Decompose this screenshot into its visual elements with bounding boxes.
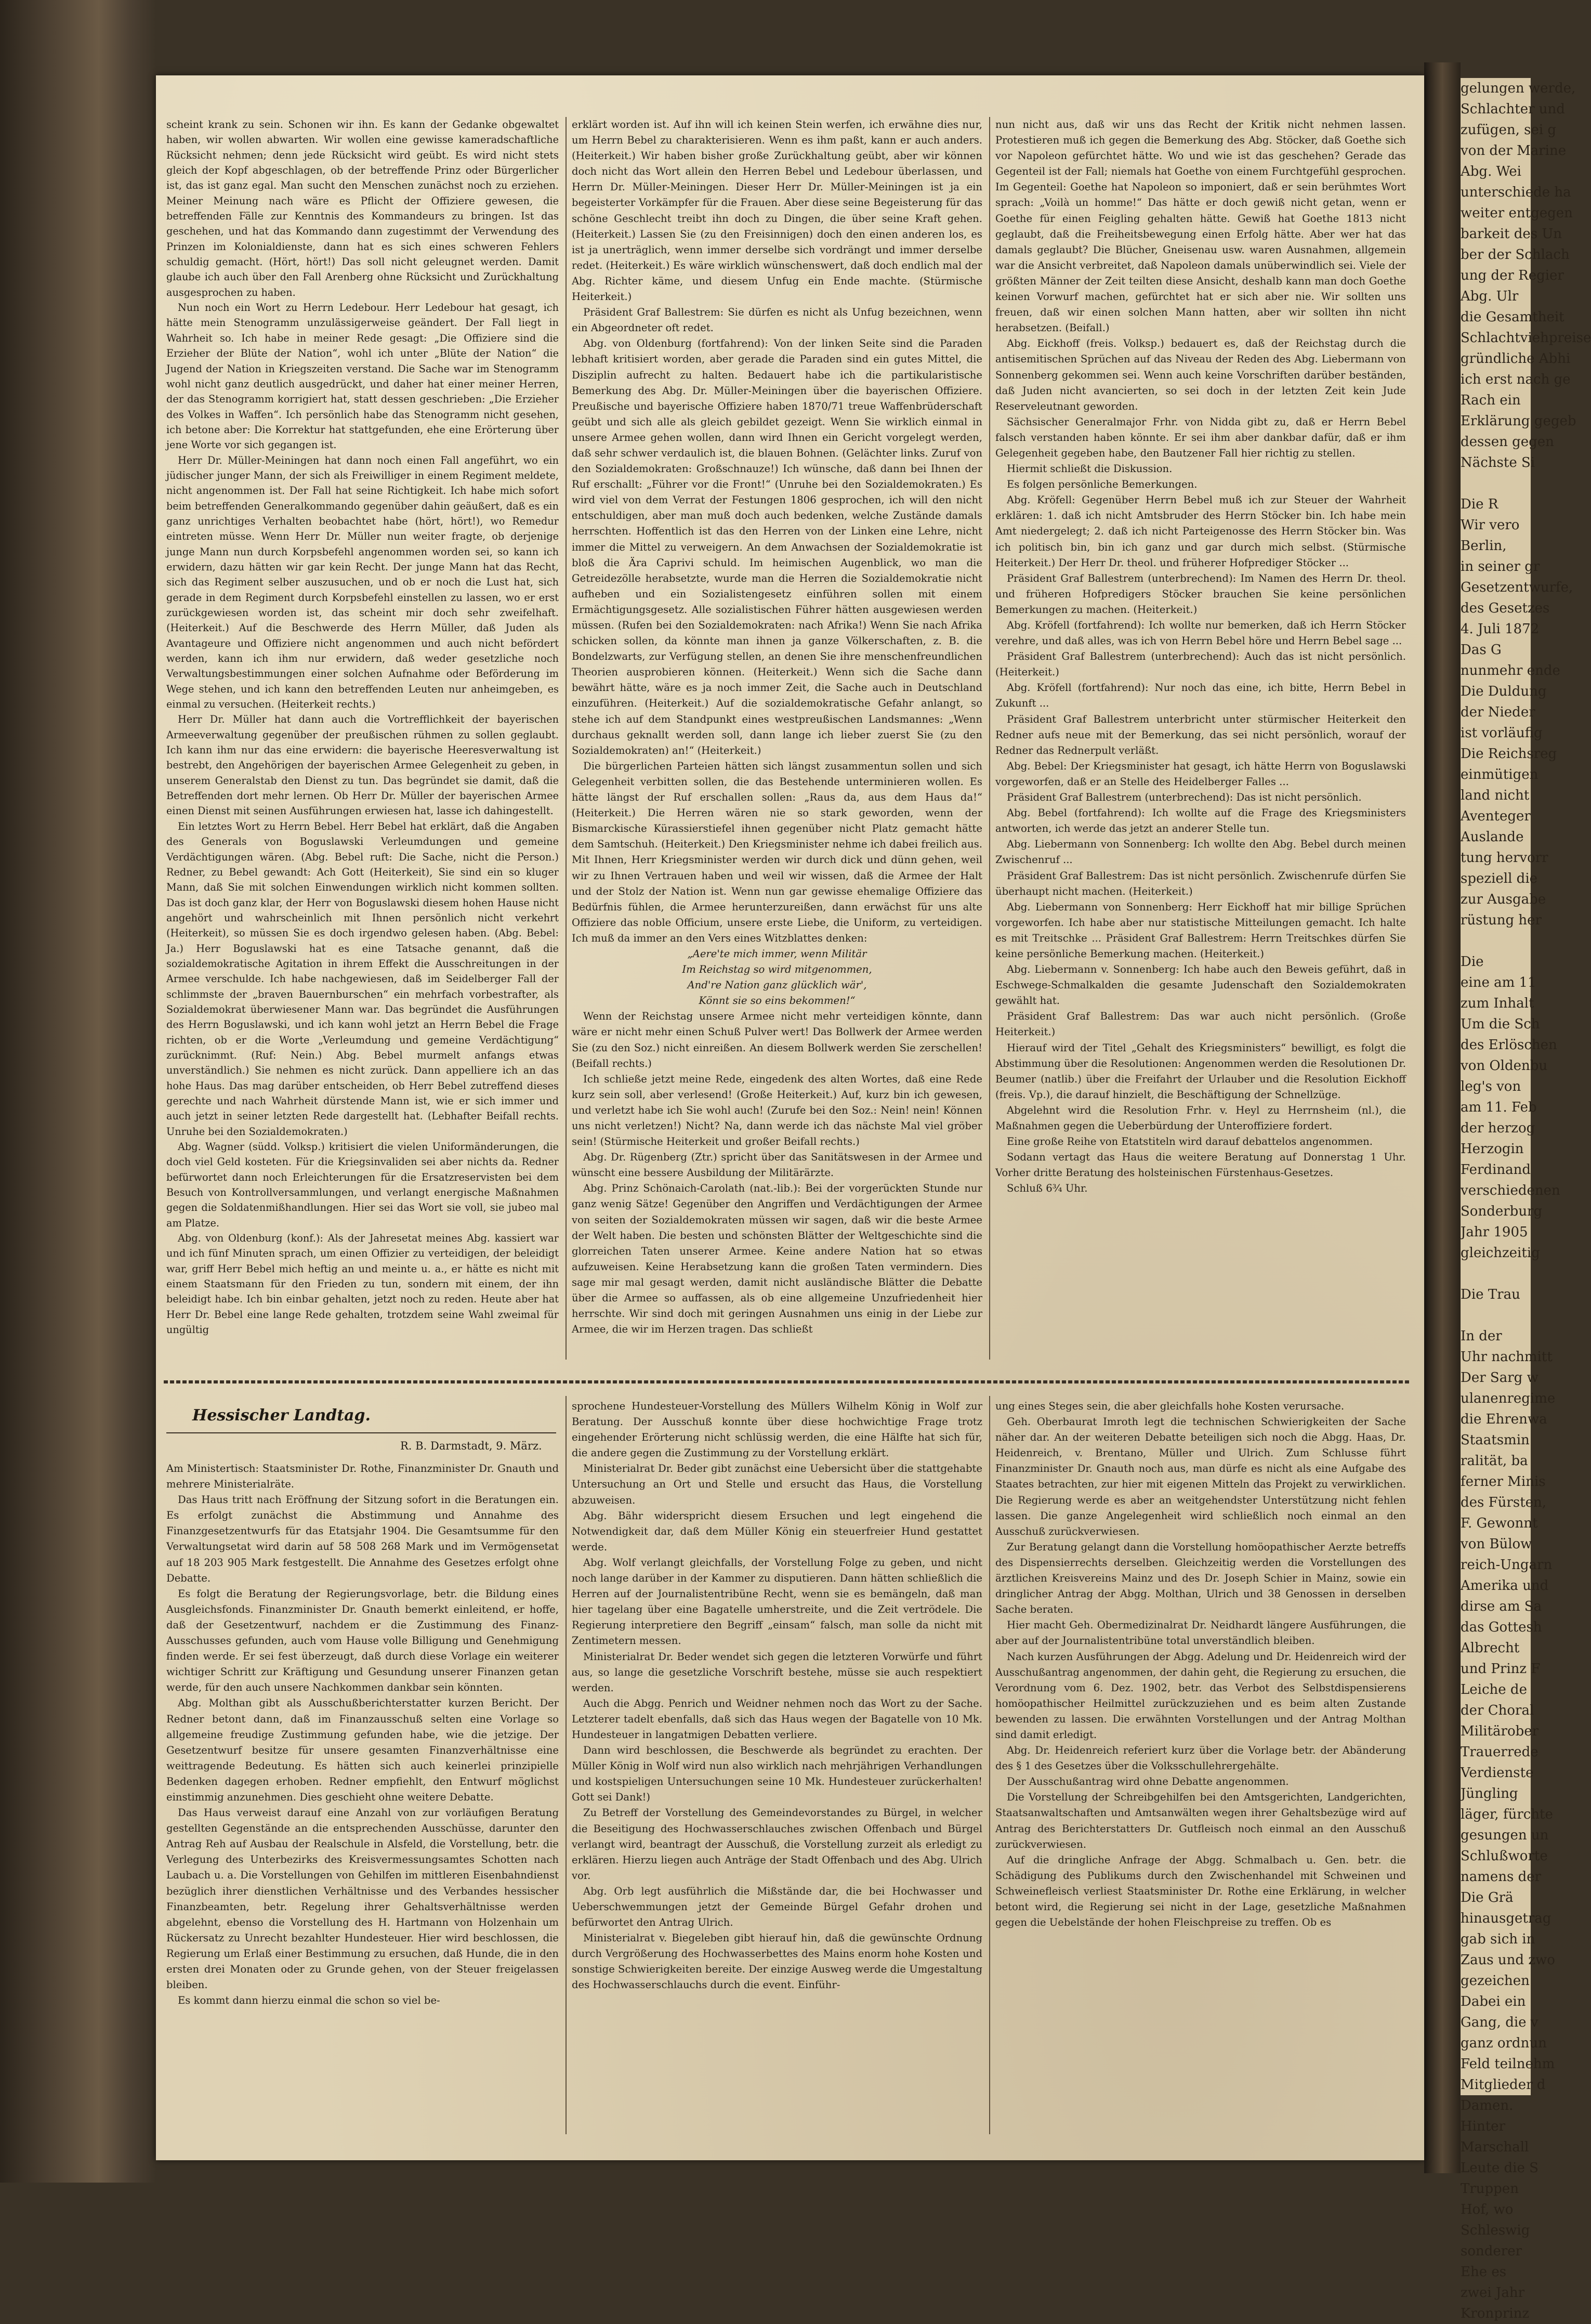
paragraph: Abg. von Oldenburg (konf.): Als der Jahresetat meines Abg. kassiert war und ich fünf Minuten sprach, um einen Offizier zu verteidigen, der beleidigt war, griff Herr Bebel mich heftig an und meinte u. a., er hätte es nicht mit einem Staatsmann für den Frieden zu tun, sondern mit einem, der ihn beleidigt habe. Ich bin einbar gehalten, jetzt noch zu reden. Heute aber hat Herr Dr. Bebel eine lange Rede gehalten, trotzdem seine Wahl zweimal für ungültig (166, 1232, 559, 1336)
right-page-line: Die Reichsreg (1461, 746, 1557, 762)
paragraph: Die Vorstellung der Schreibgehilfen bei den Amtsgerichten, Landgerichten, Staatsanwaltschaften und Amtsanwälten wegen ihrer Gehaltsbezüge wird auf Antrag des Berichterstatters Dr. Gutfleisch noch einmal an den Ausschuß zurückverwiesen. (995, 1791, 1406, 1850)
right-page-line: Dabei ein (1461, 1994, 1526, 2009)
right-page-line: Sonderburg (1461, 1204, 1543, 1219)
right-page-line (1461, 1263, 1531, 1284)
paragraph: Hiermit schließt die Diskussion. (1007, 463, 1173, 475)
right-page-line: Leute die S (1461, 2160, 1539, 2176)
right-page-line: gab sich in (1461, 1931, 1535, 1947)
right-page-line: verschiedenen (1461, 1183, 1560, 1198)
right-page-line: Staatsmin (1461, 1432, 1530, 1448)
right-page-line: Mitglieder d (1461, 2077, 1546, 2093)
right-page-line: gesungen un (1461, 1827, 1549, 1843)
paragraph: Ich schließe jetzt meine Rede, eingedenk des alten Wortes, daß eine Rede kurz sein soll, aber verlesend! (Große Heiterkeit.) Auf, kurz bin ich gewesen, und verletzt habe ich Sie wohl auch! (Zurufe bei den Soz.: Nein! nein! Können uns nicht verletzen!) Nicht? Na, dann werde ich das nächste Mal viel gröber sein! (Stürmische Heiterkeit und großer Beifall rechts.) (572, 1073, 982, 1148)
paragraph: Abgelehnt wird die Resolution Frhr. v. Heyl zu Herrnsheim (nl.), die Maßnahmen gegen die Ueberbürdung der Unteroffiziere fordert. (995, 1104, 1406, 1132)
right-page-line: eine am 11 (1461, 975, 1536, 990)
right-page-line: ich erst nach ge (1461, 372, 1571, 387)
right-page-line: Jüngling (1461, 1786, 1518, 1801)
paragraph: Präsident Graf Ballestrem: Das ist nicht persönlich. Zwischenrufe dürfen Sie überhaupt nicht machen. (Heiterkeit.) (995, 869, 1406, 897)
right-page-line: dessen gegen (1461, 434, 1554, 450)
paragraph: Ministerialrat Dr. Beder gibt zunächst eine Uebersicht über die stattgehabte Untersuchung an Ort und Stelle und ersucht das Haus, die Vorstellung abzuweisen. (572, 1463, 982, 1506)
paragraph: Herr Dr. Müller hat dann auch die Vortrefflichkeit der bayerischen Armeeverwaltung gegenüber der preußischen rühmen zu sollen geglaubt. Ich kann ihm nur das eine erwidern: die bayerische Heeresverwaltung ist bestrebt, den Angehörigen der bayerischen Armee Gelegenheit zu geben, in unserem Generalstab den Dienst zu tun. Das begründet sie damit, daß die Betreffenden dort mehr lernen. Ob Herr Dr. Müller der bayerischen Armee einen Dienst mit seinen Ausführungen erwiesen hat, lasse ich dahingestellt. (166, 713, 559, 817)
paragraph: Schluß 6¾ Uhr. (1007, 1182, 1088, 1195)
right-page-line: In der (1461, 1328, 1502, 1344)
section-heading: Hessischer Landtag. (192, 1406, 371, 1425)
paragraph: Ein letztes Wort zu Herrn Bebel. Herr Bebel hat erklärt, daß die Angaben des Generals von Boguslawski Verleumdungen und gemeine Verdächtigungen wären. (Abg. Bebel ruft: Die Sache, nicht die Person.) Redner, zu Bebel gewandt: Ach Gott (Heiterkeit), Sie sind ein so kluger Mann, daß Sie mit solchen Einwendungen wirklich nicht kommen sollten. Das ist doch ganz klar, der Herr von Boguslawski diesem hohen Hause nicht angehört und wahrscheinlich mit Ihnen persönlich nicht verkehrt (Heiterkeit), so müssen Sie es doch irgendwo gelesen haben. (Abg. Bebel: Ja.) Herr Boguslawski hat es eine Tatsache genannt, daß die sozialdemokratische Agitation in ihrem Effekt die Ausschreitungen in der Armee verschulde. Ich habe nachgewiesen, daß im Seidelberger Fall der schlimmste der „braven Bauernburschen“ ein mehrfach vorbestrafter, als Sozialdemokrat überwiesener Mann war. Das begründet die Ausführungen des Herrn Boguslawski, und ich kann wohl jetzt an Herrn Bebel die Frage richten, ob er die Worte „Verleumdung und gemeine Verdächtigung“ zurücknimmt. (Ruf: Nein.) Abg. Bebel murmelt anfangs etwas unverständlich.) Sie nehmen es nicht zurück. Dann appelliere ich an das hohe Haus. Das mag darüber entscheiden, ob Herr Bebel zutreffend dieses gerechte und nach Wahrheit dürstende Mann ist, wie er sich immer und auch jetzt in seiner letzten Rede dargestellt hat. (Lebhafter Beifall rechts. Unruhe bei den Sozialdemokraten.) (166, 820, 559, 1138)
paragraph: Der Ausschußantrag wird ohne Debatte angenommen. (1007, 1775, 1289, 1788)
paragraph: Zu Betreff der Vorstellung des Gemeindevorstandes zu Bürgel, in welcher die Beseitigung des Hochwasserschlauches zwischen Offenbach und Bürgel verlangt wird, beantragt der Ausschuß, die Vorstellung zurzeit als erledigt zu erklären. Hierzu liegen auch Anträge der Stadt Offenbach und des Abg. Ulrich vor. (572, 1807, 982, 1882)
paragraph: Abg. Eickhoff (freis. Volksp.) bedauert es, daß der Reichstag durch die antisemitischen Sprüchen auf das Niveau der Reden des Abg. Liebermann von Sonnenberg gekommen sei. Wenn auch keine Vorschriften darüber beständen, daß Juden nicht avancierten, so sei doch in der letzten Zeit kein Jude Reserveleutnant geworden. (995, 337, 1406, 412)
right-page-line: Hinter (1461, 2119, 1505, 2134)
right-page-line (1461, 473, 1531, 494)
right-page-line: in seiner gr (1461, 559, 1540, 575)
paragraph: Abg. Kröfell (fortfahrend): Nur noch das eine, ich bitte, Herrn Bebel in Zukunft ... (995, 682, 1406, 710)
paragraph: Präsident Graf Ballestrem: Sie dürfen es nicht als Unfug bezeichnen, wenn ein Abgeordneter oft redet. (572, 306, 982, 334)
right-page-line: Abg. Ulr (1461, 289, 1519, 304)
right-page-line: leg's von (1461, 1079, 1521, 1094)
paragraph: Auch die Abgg. Penrich und Weidner nehmen noch das Wort zu der Sache. Letzterer tadelt ebenfalls, daß sich das Haus wegen der Bagatelle von 10 Mk. Hundesteuer in langatmigen Debatten verliere. (572, 1697, 982, 1741)
paragraph: Zur Beratung gelangt dann die Vorstellung homöopathischer Aerzte betreffs des Dispensierrechts derselben. Gleichzeitig werden die Vorstellungen des ärztlichen Kreisvereins Mainz und des Dr. Joseph Schier in Mainz, sowie ein dringlicher Antrag der Abgg. Molthan, Ulrich und 38 Genossen in derselben Sache beraten. (995, 1540, 1406, 1616)
upper-column-1 (166, 117, 559, 1365)
paragraph: Abg. von Oldenburg (fortfahrend): Von der linken Seite sind die Paraden lebhaft kritisiert worden, aber gerade die Paraden sind ein gutes Mittel, die Disziplin aufrecht zu halten. Bedauert habe ich die partikularistische Bemerkung des Abg. Dr. Müller-Meiningen über die bayerischen Offiziere. Preußische und bayerische Offiziere haben 1870/71 treue Waffenbrüderschaft geübt und sich alle als gleich gebildet gezeigt. Wenn Sie wirklich einmal in unsere Armee gehen wollen, dann wird Ihnen ein Gericht vorgelegt werden, daß sehr schwer verdaulich ist, die blauen Bohnen. (Gelächter links. Zuruf von den Sozialdemokraten: Großschnauze!) Ich wünsche, daß dann bei Ihnen der Ruf erschallt: „Führer vor die Front!“ (Unruhe bei den Sozialdemokraten.) Es wird viel von dem Verrat der Festungen 1806 gesprochen, ich will den nicht entschuldigen, aber man muß doch auch bedenken, welche Zustände damals herrschten. Hoffentlich ist das den Herren von der Linken eine Lehre, nicht immer die Mittel zu verweigern. An dem Anwachsen der Sozialdemokratie ist bloß die Ära Caprivi schuld. Im heimischen Augenblick, wo man die Getreidezölle herabsetzte, wurde man die Herren die Sozialdemokratie nicht aufheben und ein Sozialistengesetz einführen sollen mit einem Ermächtigungsgesetz. Alle sozialistischen Führer hätten ausgewiesen werden müssen. (Rufen bei den Sozialdemokraten: nach Afrika!) Wenn Sie nach Afrika schicken sollen, da könnte man ihnen ja ganze Völkerschaften, z. B. die Bondelzwarts, zur Verfügung stellen, an denen Sie ihre menschenfreundlichen Theorien ausprobieren können. (Heiterkeit.) Wenn sich die Sache dann bewährt hätte, wäre es ja noch immer Zeit, die Sache auch in Deutschland einzuführen. (Heiterkeit.) Auf die sozialdemokratische Gefahr anlangt, so stehe ich auf dem Standpunkt eines westpreußischen Landsmannes: „Wenn durchaus geknallt werden soll, dann lange ich lieber zuerst Sie (zu den Sozialdemokraten) an!“ (Heiterkeit.) (572, 337, 982, 756)
right-page-line: Die (1461, 954, 1484, 970)
paragraph: Abg. Prinz Schönaich-Carolath (nat.-lib.): Bei der vorgerückten Stunde nur ganz wenig Sätze! Gegenüber den Angriffen und Verdächtigungen der Armee von seiten der Sozialdemokraten müssen wir sagen, daß wir die beste Armee der Welt haben. Die besten und schönsten Blätter der Weltgeschichte sind die glorreichen Taten unserer Armee. Keine andere Nation hat so etwas aufzuweisen. Keine Herabsetzung kann die großen Taten vermindern. Dies sage mir mal gesagt werden, damit nicht ausländische Blätter die Debatte über die Armee so auffassen, als ob eine allgemeine Unzufriedenheit hier herrschte. Wir sind doch mit geringen Ausnahmen uns einig in der Liebe zur Armee, die wir im Herzen tragen. Das schließt (572, 1182, 982, 1336)
book-spine (1424, 62, 1461, 2173)
paragraph: Nach kurzen Ausführungen der Abgg. Adelung und Dr. Heidenreich wird der Ausschußantrag angenommen, der dahin geht, die Regierung zu ersuchen, die Verordnung vom 6. Dez. 1902, betr. das Verbot des Selbstdispensierens homöopathischer Heilmittel zurückzuziehen und es beim alten Zustande bewenden zu lassen. Die erwähnten Vorstellungen und der Antrag Molthan sind damit erledigt. (995, 1650, 1406, 1741)
paragraph: Hierauf wird der Titel „Gehalt des Kriegsministers“ bewilligt, es folgt die Abstimmung über die Resolutionen: Angenommen werden die Resolutionen Dr. Beumer (natlib.) über die Freifahrt der Urlauber und die Resolution Eickhoff (freis. Vp.), die darauf hinzielt, die Beschäftigung der Schnellzüge. (995, 1041, 1406, 1101)
right-page-line: Der Sarg w (1461, 1370, 1539, 1386)
right-page-line: des Erlöschen (1461, 1037, 1557, 1053)
right-page-line: zur Ausgabe (1461, 892, 1546, 907)
right-page-line: Jahr 1905 (1461, 1224, 1528, 1240)
right-page-line: 4. Juli 1872 (1461, 621, 1540, 637)
right-page-line: des Gesetzes (1461, 600, 1550, 616)
right-page-line: Das G (1461, 642, 1502, 658)
right-page-line: von Oldenbu (1461, 1058, 1548, 1074)
paragraph: Präsident Graf Ballestrem (unterbrechend): Auch das ist nicht persönlich. (Heiterkeit.) (995, 650, 1406, 678)
right-page-line: ralität, ba (1461, 1453, 1528, 1469)
right-page-line: Abg. Wei (1461, 164, 1521, 179)
right-page-line: Hof, wo (1461, 2202, 1514, 2217)
right-page-line: Schlachtviehpreise (1461, 330, 1591, 346)
right-page-line: namens der (1461, 1869, 1542, 1885)
right-page-line: Auslande (1461, 829, 1524, 845)
right-page-line: und Prinz F (1461, 1661, 1541, 1677)
right-page-line: land nicht (1461, 788, 1530, 803)
paragraph: Präsident Graf Ballestrem (unterbrechend): Das ist nicht persönlich. (1007, 791, 1362, 804)
paragraph: Das Haus verweist darauf eine Anzahl von zur vorläufigen Beratung gestellten Gegenstände an die entsprechenden Ausschüsse, darunter den Antrag Reh auf Ausbau der Realschule in Alsfeld, die Vorstellung, betr. die Verlegung des Unterbezirks des Kreisvermessungsamtes Schotten nach Laubach u. a. Die Vorstellungen von Gehilfen im mittleren Eisenbahndienst bezüglich ihrer dienstlichen Verhältnisse und des Verbandes hessischer Finanzbeamten, betr. Regelung ihrer Gehaltsverhältnisse werden abgelehnt, ebenso die Vorstellung des H. Hartmann von Holzenhain um Rückersatz zu Unrecht bezahlter Hundesteuer. Hier wird beschlossen, die Regierung um Erlaß einer Bestimmung zu ersuchen, daß Hunde, die in den ersten drei Monaten oder zu Grunde gehen, von der Steuer freigelassen bleiben. (166, 1807, 559, 1991)
heading-rule (166, 1432, 556, 1433)
right-page-line: nunmehr ende (1461, 663, 1560, 678)
column-divider (989, 117, 990, 1360)
right-page-line: Schlußworte (1461, 1848, 1548, 1864)
right-page-line: Albrecht (1461, 1640, 1520, 1656)
right-page-line: Leiche de (1461, 1682, 1527, 1698)
right-page-line: von Bülow (1461, 1536, 1532, 1552)
paragraph: Abg. Dr. Rügenberg (Ztr.) spricht über das Sanitätswesen in der Armee und wünscht eine bessere Ausbildung der Militärärzte. (572, 1151, 982, 1179)
paragraph: Es kommt dann hierzu einmal die schon so viel be- (178, 1994, 440, 2007)
right-page-fragment (1461, 78, 1591, 2321)
right-page-line: Feld teilnehm (1461, 2056, 1555, 2072)
lower-column-1 (166, 1461, 559, 2137)
paragraph: Am Ministertisch: Staatsminister Dr. Rothe, Finanzminister Dr. Gnauth und mehrere Ministerialräte. (166, 1463, 559, 1491)
right-page-line: Die Duldung (1461, 684, 1547, 699)
upper-column-2 (572, 117, 982, 1365)
column-divider (566, 1396, 567, 2134)
paragraph: Ministerialrat Dr. Beder wendet sich gegen die letzteren Vorwürfe und führt aus, so lange die gesetzliche Vorschrift bestehe, müsse sie auch respektiert werden. (572, 1650, 982, 1694)
paragraph: Abg. Kröfell (fortfahrend): Ich wollte nur bemerken, daß ich Herrn Stöcker verehre, und daß alles, was ich von Herrn Bebel höre und Herrn Bebel sage ... (995, 619, 1406, 647)
right-page-line: Zaus und zwo (1461, 1952, 1555, 1968)
right-page-line: Ferdinand (1461, 1162, 1531, 1178)
right-page-line: Herzogin (1461, 1141, 1524, 1157)
lower-column-2 (572, 1399, 982, 2137)
paragraph: Hier macht Geh. Obermedizinalrat Dr. Neidhardt längere Ausführungen, die aber auf der Journalistentribüne total unverständlich bleiben. (995, 1619, 1406, 1647)
paragraph: Nun noch ein Wort zu Herrn Ledebour. Herr Ledebour hat gesagt, ich hätte mein Stenogramm unzulässigerweise geändert. Der Fall liegt in Wahrheit so. Ich habe in meiner Rede gesagt: „Die Offiziere sind die Erzieher der Blüte der Nation“, wohl ich unter „Blüte der Nation“ die Jugend der Nation in Kriegszeiten verstand. Die Sache war im Stenogramm wohl nicht ganz deutlich ausgedrückt, und daher hat einer meiner Herren, der das Stenogramm korrigiert hat, statt dessen geschrieben: „Die Erzieher des Volkes in Waffen“. Ich persönlich habe das Stenogramm nicht gesehen, ich betone aber: Die Korrektur hat stattgefunden, ehe eine Erörterung über jene Worte vor sich gegangen ist. (166, 302, 559, 451)
right-page-line: dirse am Sa (1461, 1599, 1542, 1614)
paragraph: Abg. Molthan gibt als Ausschußberichterstatter kurzen Bericht. Der Redner betont dann, daß im Finanzausschuß selten eine Vorlage so allgemeine freudige Zustimmung gefunden habe, wie die jetzige. Der Gesetzentwurf besitze für unsere gesamten Finanzverhältnisse eine weittragende Bedeutung. Es hätten sich auch keinerlei prinzipielle Bedenken dagegen erhoben. Redner empfiehlt, den Entwurf möglichst einstimmig anzunehmen. Dies geschieht ohne weitere Debatte. (166, 1697, 559, 1803)
right-page-line: unterschiede ha (1461, 185, 1571, 200)
right-page-line: zufügen, sei g (1461, 122, 1557, 138)
paragraph: Abg. Bähr widerspricht diesem Ersuchen und legt eingehend die Notwendigkeit dar, daß dem Müller König ein steuerfreier Hund gestattet werde. (572, 1509, 982, 1553)
paragraph: Abg. Dr. Heidenreich referiert kurz über die Vorlage betr. der Abänderung des § 1 des Gesetzes über die Volksschullehrergehälte. (995, 1744, 1406, 1772)
right-page-line: Ehe es (1461, 2264, 1507, 2280)
paragraph: scheint krank zu sein. Schonen wir ihn. Es kann der Gedanke obgewaltet haben, wir wollen abwarten. Wir wollen eine gewisse kameradschaftliche Rücksicht nehmen; denn jede Rücksicht wird geübt. Es wird nicht stets gleich der Kopf abgeschlagen, ob der betreffende Prinz oder Bürgerlicher ist, das ist ganz egal. Man sucht den Menschen zunächst noch zu erziehen. Meiner Meinung nach wäre es Pflicht der Offiziere gewesen, die betreffenden Fälle zur Kenntnis des Kommandeurs zu bringen. Ist das geschehen, und hat das Kommando dann zugestimmt der Verwendung des Prinzen im Kolonialdienste, dann hat es sich eines schweren Fehlers schuldig gemacht. (Hört, hört!) Das soll nicht geleugnet werden. Damit glaube ich auch über den Fall Arenberg ohne Rücksicht und Zurückhaltung ausgesprochen zu haben. (166, 119, 559, 298)
right-page-line: barkeit des Un (1461, 226, 1562, 242)
right-page-line: Erklärung gegeb (1461, 413, 1576, 429)
right-page-line: Marschall (1461, 2139, 1529, 2155)
paragraph: sprochene Hundesteuer-Vorstellung des Müllers Wilhelm König in Wolf zur Beratung. Der Ausschuß konnte über diese hochwichtige Frage trotz eingehender Erörterung nicht schlüssig werden, die eine Hälfte hat sich für, die andere gegen die Zustimmung zu der Vorstellung erklärt. (572, 1400, 982, 1459)
right-page-line: F. Gewonnt (1461, 1516, 1538, 1531)
paragraph: Das Haus tritt nach Eröffnung der Sitzung sofort in die Beratungen ein. Es erfolgt zunächst die Abstimmung und Annahme des Finanzgesetzentwurfs für das Etatsjahr 1904. Die Gesamtsumme für den Verwaltungsetat wird darin auf 58 508 268 Mark und im Vermögensetat auf 18 203 905 Mark festgestellt. Die Annahme des Gesetzes erfolgt ohne Debatte. (166, 1494, 559, 1584)
paragraph: Ministerialrat v. Biegeleben gibt hierauf hin, daß die gewünschte Ordnung durch Vergrößerung des Hochwasserbettes des Mains enorm hohe Kosten und sonstige Schwierigkeiten bereite. Der einzige Ausweg werde die Umgestaltung des Hochwasserschlauchs durch die event. Einführ- (572, 1932, 982, 1991)
right-page-line: Gang, die v (1461, 2015, 1539, 2030)
right-page-line: das Gottesh (1461, 1620, 1542, 1635)
right-page-line: die Ehrenwa (1461, 1412, 1547, 1427)
right-page-line: am 11. Feb (1461, 1100, 1537, 1115)
right-page-line: gründliche Abhi (1461, 351, 1571, 367)
right-page-line: reich-Ungarn (1461, 1557, 1553, 1573)
right-page-line: Aventeger (1461, 808, 1531, 824)
paragraph: ung eines Steges sein, die aber gleichfalls hohe Kosten verursache. (995, 1400, 1345, 1412)
right-page-line: tung hervorr (1461, 850, 1548, 866)
right-page-line: Die Grä (1461, 1890, 1514, 1905)
right-page-line: ulanenregime (1461, 1391, 1556, 1406)
right-page-line: Amerika und (1461, 1578, 1549, 1594)
upper-column-3 (995, 117, 1406, 1365)
right-page-line: der Choral (1461, 1703, 1534, 1718)
right-page-line: Truppen (1461, 2181, 1519, 2197)
paragraph: Wenn der Reichstag unsere Armee nicht mehr verteidigen könnte, dann wäre er nicht mehr einen Schuß Pulver wert! Das Bollwerk der Armee werden Sie (zu den Soz.) nicht einreißen. An diesem Bollwerk werden Sie zerschellen! (Beifall rechts.) (572, 1010, 982, 1069)
right-page-line: Schlachter und (1461, 101, 1565, 117)
paragraph: Abg. Liebermann von Sonnenberg: Herr Eickhoff hat mir billige Sprüchen vorgeworfen. Ich habe aber nur statistische Mitteilungen gemacht. Ich halte es mit Treitschke ... Präsident Graf Ballestrem: Herrn Treitschkes dürfen Sie keine persönliche Bemerkung machen. (Heiterkeit.) (995, 900, 1406, 960)
paragraph: Abg. Liebermann von Sonnenberg: Ich wollte den Abg. Bebel durch meinen Zwischenruf ... (995, 838, 1406, 866)
paragraph: „Aere'te mich immer, wenn Militär Im Reichstag so wird mitgenommen, And're Nation ganz glücklich wär', Könnt sie so eins bekommen!“ (682, 947, 872, 1007)
right-page-line: Kronprinz (1461, 2306, 1530, 2321)
paragraph: nun nicht aus, daß wir uns das Recht der Kritik nicht nehmen lassen. Protestieren muß ich gegen die Bemerkung des Abg. Stöcker, daß Goethe sich vor Napoleon gefürchtet hätte. Wo und wie ist das geschehen? Gerade das Gegenteil ist der Fall; niemals hat Goethe von einem Furchtgefühl gesprochen. Im Gegenteil: Goethe hat Napoleon so imponiert, daß er sein berühmtes Wort sprach: „Voilà un homme!“ Das hätte er doch gewiß nicht getan, wenn er Goethe für einen Feigling gehalten hätte. Gewiß hat Goethe 1813 nicht geglaubt, daß die Freiheitsbewegung einen Erfolg hätte. Aber wer hat das damals geglaubt? Die Blücher, Gneisenau usw. waren Ausnahmen, allgemein war die Ansicht verbreitet, daß Napoleon damals unüberwindlich sei. Viele der größten Männer der Zeit teilten diese Ansicht, deshalb kann man doch Goethe keinen Vorwurf machen, gefürchtet hat er sich aber nie. Wir sollten uns freuen, daß wir einen solchen Mann hatten, aber wir sollten ihn nicht herabsetzen. (Beifall.) (995, 119, 1406, 334)
right-page-line: Uhr nachmitt (1461, 1349, 1553, 1365)
right-page-line: gezeichen (1461, 1973, 1530, 1989)
paragraph: Abg. Orb legt ausführlich die Mißstände dar, die bei Hochwasser und Ueberschwemmungen jetzt der Gemeinde Bürgel Gefahr drohen und befürwortet den Antrag Ulrich. (572, 1885, 982, 1929)
right-page-line: sonderer (1461, 2243, 1522, 2259)
newspaper-page (156, 75, 1424, 2160)
right-page-line: läger, fürchte (1461, 1807, 1553, 1822)
paragraph: Abg. Kröfell: Gegenüber Herrn Bebel muß ich zur Steuer der Wahrheit erklären: 1. daß ich nicht Amtsbruder des Herrn Stöcker bin. Ich habe mein Amt niedergelegt; 2. daß ich nicht Parteigenosse des Herrn Stöcker bin. Was ich politisch bin, bin ich ganz und gar durch mich selbst. (Stürmische Heiterkeit.) Der Herr Dr. theol. und früherer Hofprediger Stöcker ... (995, 494, 1406, 569)
right-page-line: rüstung her (1461, 912, 1542, 928)
right-page-line: ber der Schlach (1461, 247, 1570, 263)
paragraph: Sächsischer Generalmajor Frhr. von Nidda gibt zu, daß er Herrn Bebel falsch verstanden haben könnte. Er sei ihm aber dankbar dafür, daß er ihm Gelegenheit gegeben habe, den Bautzener Fall hier richtig zu stellen. (995, 415, 1406, 459)
right-page-line: zum Inhalt (1461, 996, 1534, 1011)
right-page-line: Um die Sch (1461, 1016, 1540, 1032)
right-page-line (1461, 931, 1531, 951)
right-page-line: weiter entgegen (1461, 205, 1573, 221)
paragraph: Abg. Bebel (fortfahrend): Ich wollte auf die Frage des Kriegsministers antworten, ich werde das jetzt an anderer Stelle tun. (995, 807, 1406, 835)
right-page-line: Die R (1461, 497, 1498, 512)
right-page-line: Berlin, (1461, 538, 1507, 554)
right-page-line: gelungen werde, (1461, 81, 1576, 96)
right-page-line: Militärober (1461, 1724, 1539, 1739)
right-page-line: Wir vero (1461, 517, 1520, 533)
right-page-line: Trauerrede (1461, 1744, 1539, 1760)
section-separator (164, 1380, 1411, 1383)
right-page-line: ferner Minis (1461, 1474, 1546, 1490)
paragraph: Präsident Graf Ballestrem: Das war auch nicht persönlich. (Große Heiterkeit.) (995, 1010, 1406, 1038)
column-divider (989, 1396, 990, 2134)
right-page-line: Verdienste (1461, 1765, 1534, 1781)
paragraph: Die bürgerlichen Parteien hätten sich längst zusammentun sollen und sich Gelegenheit verbitten sollen, die das Bestehende unterminieren wollen. Es hätte längst der Ruf erschallen sollen: „Raus da, aus dem Haus da!“ (Heiterkeit.) Die Herren wären nie so stark geworden, wenn der Bismarckische Kürassierstiefel ihnen gegenüber nicht Platz gemacht hätte dem Samtschuh. (Heiterkeit.) Den Kriegsminister nehme ich dabei freilich aus. Mit Ihnen, Herr Kriegsminister werden wir durch dick und dünn gehen, weil wir zu Ihnen Vertrauen haben und weil wir wissen, daß die Armee der Halt und der Stolz der Nation ist. Wenn nun gar gewisse ehemalige Offiziere das Bedürfnis fühlen, die Armee herunterzureißen, dann erwächst für uns alte Offiziere das noble Officium, unsere erste Liebe, die Uniform, zu verteidigen. Ich muß da immer an den Vers eines Witzblattes denken: (572, 760, 982, 944)
paragraph: Abg. Bebel: Der Kriegsminister hat gesagt, ich hätte Herrn von Boguslawski vorgeworfen, daß er an Stelle des Heidelberger Falles ... (995, 760, 1406, 788)
paragraph: Eine große Reihe von Etatstiteln wird darauf debattelos angenommen. (1007, 1135, 1373, 1148)
right-page-line: von der Marine (1461, 143, 1567, 159)
lower-column-3 (995, 1399, 1406, 2137)
paragraph: erklärt worden ist. Auf ihn will ich keinen Stein werfen, ich erwähne dies nur, um Herrn Bebel zu charakterisieren. Wenn es ihm paßt, kann er auch anders. (Heiterkeit.) Wir haben bisher große Zurückhaltung geübt, aber wir können doch nicht das Wort allein den Herren Bebel und Ledebour überlassen, und Herrn Dr. Müller-Meiningen. Dieser Herr Dr. Müller-Meiningen ist ja ein begeisterter Vorkämpfer für die Frauen. Aber diese seine Begeisterung für das schöne Geschlecht treibt ihn doch zu Dingen, die über seine Kraft gehen. (Heiterkeit.) Lassen Sie (zu den Freisinnigen) doch den einen anderen los, es ist ja unerträglich, wenn immer derselbe sich vordrängt und immer derselbe redet. (Heiterkeit.) Es wäre wirklich wünschenswert, daß doch endlich mal der Abg. Richter käme, und diesem Unfug ein Ende machte. (Stürmische Heiterkeit.) (572, 119, 982, 303)
right-page-line: gleichzeitig (1461, 1245, 1540, 1261)
right-page-line: die Gesamtheit (1461, 309, 1564, 325)
right-page-line: ist vorläufig (1461, 725, 1543, 741)
right-page-line: zwei Jahr (1461, 2285, 1525, 2301)
paragraph: Abg. Wolf verlangt gleichfalls, der Vorstellung Folge zu geben, und nicht noch lange darüber in der Kammer zu disputieren. Dann hätten schließlich die Herren auf der Journalistentribüne Recht, wenn sie es bemängeln, daß man hier tagelang über eine Bagatelle umherstreite, und die Zeit vertrödele. Die Regierung interpretiere den Begriff „einsam“ falsch, man solle da nicht mit Zentimetern messen. (572, 1556, 982, 1647)
paragraph: Es folgt die Beratung der Regierungsvorlage, betr. die Bildung eines Ausgleichsfonds. Finanzminister Dr. Gnauth bemerkt einleitend, er hoffe, daß der Gesetzentwurf, nachdem er die Zustimmung des Finanz-Ausschusses gefunden, auch vom Hause volle Billigung und Genehmigung finden werde. Er sei fest überzeugt, daß durch diese Vorlage ein weiterer wichtiger Schritt zur Kräftigung und Gesundung unserer Finanzen getan werde, für den auch unsere Nachkommen dankbar sein könnten. (166, 1587, 559, 1694)
paragraph: Präsident Graf Ballestrem (unterbrechend): Im Namen des Herrn Dr. theol. und früheren Hofpredigers Stöcker brauchen Sie keine persönlichen Bemerkungen zu machen. (Heiterkeit.) (995, 572, 1406, 616)
right-page-line: Rach ein (1461, 393, 1521, 408)
right-page-line: ung der Regier (1461, 268, 1564, 283)
right-page-line: der Nieder (1461, 704, 1535, 720)
right-page-line: Damen. (1461, 2098, 1514, 2113)
paragraph: Präsident Graf Ballestrem unterbricht unter stürmischer Heiterkeit den Redner aufs neue mit der Bemerkung, das sei nicht persönlich, worauf der Redner das Rednerpult verläßt. (995, 713, 1406, 756)
paragraph: Auf die dringliche Anfrage der Abgg. Schmalbach u. Gen. betr. die Schädigung des Publikums durch den Zwischenhandel mit Schweinen und Schweinefleisch verliest Staatsminister Dr. Rothe eine Erklärung, in welcher betont wird, die Regierung sei nicht in der Lage, gesetzliche Maßnahmen gegen die Uebelstände der hohen Fleischpreise zu treffen. Ob es (995, 1853, 1406, 1929)
right-page-line: Nächste Si (1461, 455, 1535, 471)
right-page-line: Schleswig (1461, 2223, 1530, 2238)
paragraph: Abg. Liebermann v. Sonnenberg: Ich habe auch den Beweis geführt, daß in Eschwege-Schmalkalden die gesamte Judenschaft den Sozialdemokraten gewählt hat. (995, 963, 1406, 1007)
right-page-line: ganz ordnun (1461, 2035, 1547, 2051)
paragraph: Abg. Wagner (südd. Volksp.) kritisiert die vielen Uniformänderungen, die doch viel Geld kosteten. Für die Kriegsinvaliden sei aber nichts da. Redner befürwortet dann noch Erleichterungen für die Ersatzreservisten bei dem Besuch von Kontrollversammlungen, und verlangt energische Maßnahmen gegen die Soldatenmißhandlungen. Hier sei das Wort sie voll, sie jubeo mal am Platze. (166, 1141, 559, 1229)
right-page-line: Gesetzentwurfe, (1461, 580, 1573, 595)
right-page-line: einmütigen (1461, 767, 1539, 782)
right-page-line (1461, 1305, 1531, 1326)
right-page-line: Die Trau (1461, 1287, 1520, 1302)
paragraph: Es folgen persönliche Bemerkungen. (1007, 478, 1198, 491)
dateline: R. B. Darmstadt, 9. März. (400, 1440, 542, 1452)
paragraph: Dann wird beschlossen, die Beschwerde als begründet zu erachten. Der Müller König in Wolf wird nun also wirklich nach mehrjährigen Verhandlungen und kostspieligen Untersuchungen seine 10 Mk. Hundesteuer zurückerhalten! Gott sei Dank!) (572, 1744, 982, 1804)
right-page-line: hinausgetrag (1461, 1911, 1551, 1926)
right-page-line: des Fürsten, (1461, 1495, 1547, 1510)
right-page-line: speziell die (1461, 871, 1538, 886)
paragraph: Herr Dr. Müller-Meiningen hat dann noch einen Fall angeführt, wo ein jüdischer junger Mann, der sich als Freiwilliger in einem Regiment meldete, nicht angenommen ist. Der Fall hat seine Richtigkeit. Ich habe mich sofort beim betreffenden Generalkommando gegenüber dahin geäußert, daß es ein ganz unrichtiges Verhalten beobachtet habe (hört, hört!), wo Remedur eintreten müsse. Wenn Herr Dr. Müller nun weiter fragte, ob derjenige junge Mann nun durch Korpsbefehl angenommen worden sei, so kann ich erwidern, dazu hätten wir gar kein Recht. Der junge Mann hat das Recht, sich das Regiment selber auszusuchen, und ob er noch die Lust hat, sich gerade in dem Regiment durch Korpsbefehl einstellen zu lassen, wo er erst zurückgewiesen worden ist, das scheint mir doch sehr zweifelhaft. (Heiterkeit.) Auf die Beschwerde des Herrn Müller, daß Juden als Avantageure und Offiziere nicht angenommen und auch nicht befördert werden, kann ich ihm nur erwidern, daß weder gesetzliche noch Verwaltungsbestimmungen einer solchen Aufnahme oder Beförderung im Wege stehen, und ich kann den betreffenden Leuten nur anheimgeben, es einmal zu versuchen. (Heiterkeit rechts.) (166, 454, 559, 711)
paragraph: Geh. Oberbaurat Imroth legt die technischen Schwierigkeiten der Sache näher dar. An der weiteren Debatte beteiligen sich noch die Abgg. Haas, Dr. Heidenreich, v. Brentano, Müller und Ulrich. Zum Schlusse führt Finanzminister Dr. Gnauth noch aus, man dürfe es nicht als eine Aufgabe des Staates betrachten, zur hier mit eigenen Mitteln das Projekt zu verwirklichen. Die Regierung werde es aber an weitgehendster Unterstützung nicht fehlen lassen. Die ganze Angelegenheit wird schließlich noch einmal an den Ausschuß zurückverwiesen. (995, 1416, 1406, 1537)
paragraph: Sodann vertagt das Haus die weitere Beratung auf Donnerstag 1 Uhr. Vorher dritte Beratung des holsteinischen Fürstenhaus-Gesetzes. (995, 1151, 1406, 1179)
column-divider (566, 117, 567, 1360)
right-page-line: der herzog (1461, 1120, 1535, 1136)
